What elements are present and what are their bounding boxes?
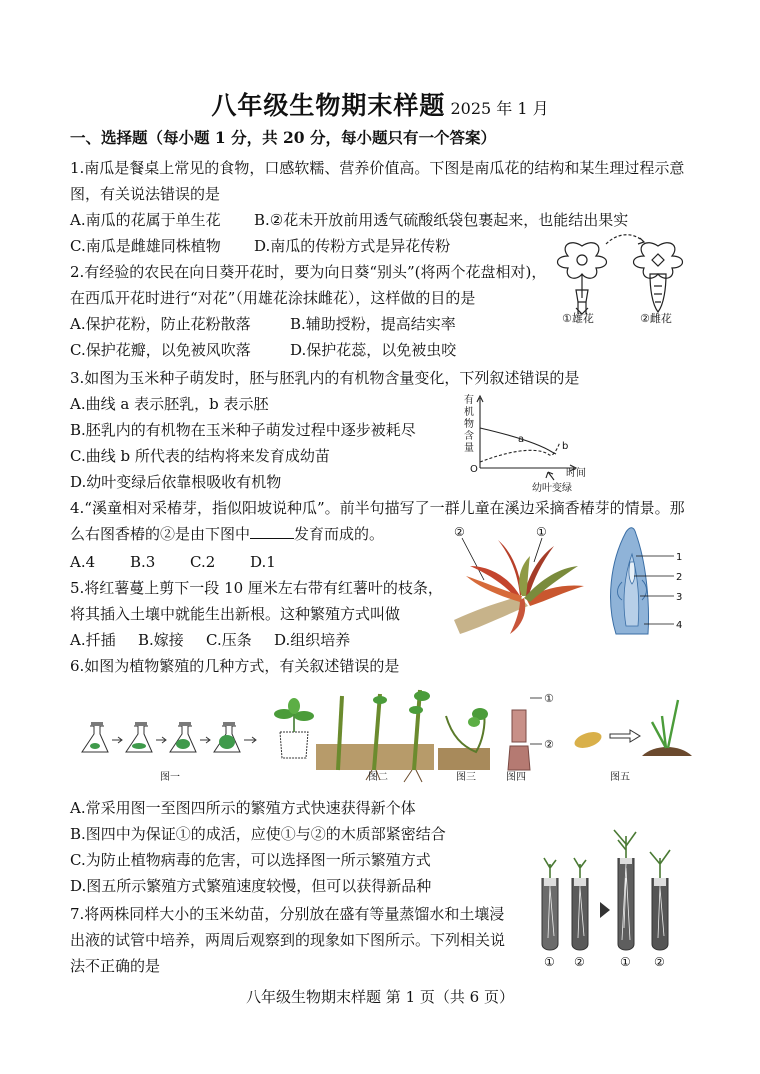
photo-label-2: ② (454, 525, 465, 539)
q3-option-c[interactable]: C.曲线 b 所代表的结构将来发育成幼苗 (70, 447, 330, 465)
q3-stem: 3.如图为玉米种子萌发时，胚与胚乳内的有机物含量变化，下列叙述错误的是 (70, 369, 580, 387)
exam-title: 八年级生物期末样题 (211, 91, 446, 120)
bud-label: 4 (676, 620, 683, 631)
bud-label: 1 (676, 552, 683, 563)
chart-ylabel-char: 机 (464, 407, 474, 418)
fig-label: 图一 (160, 772, 180, 783)
q2-stem-line2: 在西瓜开花时进行“对花”（用雄花涂抹雌花），这样做的目的是 (70, 289, 476, 307)
q4-stem-line2 (70, 524, 384, 544)
q2-stem-line1: 2.有经验的农民在向日葵开花时，要为向日葵“别头”(将两个花盘相对)， (70, 263, 547, 281)
q6-option-c[interactable]: C.为防止植物病毒的危害，可以选择图一所示繁殖方式 (70, 851, 431, 869)
tube-label: ② (654, 955, 665, 968)
page-title (0, 86, 760, 122)
q4-stem-post: 发育而成的。 (294, 525, 385, 543)
bud-section-diagram (596, 522, 692, 640)
q1-option-d[interactable]: D.南瓜的传粉方式是异花传粉 (254, 237, 451, 255)
page-footer: 八年级生物期末样题 第 1 页（共 6 页） (246, 988, 514, 1006)
exam-date: 2025 年 1 月 (450, 99, 549, 118)
q1-option-b[interactable]: B.②花未开放前用透气硫酸纸袋包裹起来，也能结出果实 (254, 211, 629, 229)
q4-option-b[interactable]: B.3 (130, 553, 156, 571)
q1-stem-line2: 图，有关说法错误的是 (70, 185, 221, 203)
female-flower-label: ②雌花 (640, 312, 672, 325)
curve-a-label: a (518, 434, 525, 445)
chart-xlabel: 时间 (566, 468, 586, 479)
tube-label: ① (620, 955, 631, 968)
chart-ylabel-char: 物 (464, 419, 474, 430)
q5-option-c[interactable]: C.压条 (206, 631, 252, 649)
organic-matter-chart (456, 392, 596, 496)
q4-stem-pre: 么右图香椿的②是由下图中 (70, 525, 251, 543)
q4-answer-blank[interactable] (250, 524, 294, 539)
q4-option-c[interactable]: C.2 (190, 553, 216, 571)
curve-b-label: b (562, 441, 569, 452)
q1-option-a[interactable]: A.南瓜的花属于单生花 (70, 211, 221, 229)
q5-option-b[interactable]: B.嫁接 (138, 631, 184, 649)
pumpkin-flower-figure (548, 232, 698, 326)
graft-label-2: ② (544, 738, 554, 751)
q6-stem: 6.如图为植物繁殖的几种方式，有关叙述错误的是 (70, 657, 400, 675)
toon-bud-photo (450, 522, 590, 642)
q7-stem-line1: 7.将两株同样大小的玉米幼苗，分别放在盛有等量蒸馏水和土壤浸 (70, 905, 505, 923)
q3-option-b[interactable]: B.胚乳内的有机物在玉米种子萌发过程中逐步被耗尽 (70, 421, 416, 439)
q5-option-a[interactable]: A.扦插 (70, 631, 116, 649)
q6-option-b[interactable]: B.图四中为保证①的成活，应使①与②的木质部紧密结合 (70, 825, 446, 843)
chart-annotation: 幼叶变绿 (532, 483, 572, 494)
chart-ylabel-char: 含 (464, 431, 474, 442)
fig-label: 图四 (506, 772, 526, 783)
bud-label: 2 (676, 572, 683, 583)
fig-label: 图三 (456, 772, 476, 783)
q7-stem-line3: 法不正确的是 (70, 957, 161, 975)
chart-origin: O (470, 464, 478, 475)
q2-option-c[interactable]: C.保护花瓣，以免被风吹落 (70, 341, 251, 359)
propagation-methods-figure (80, 686, 700, 784)
bud-label: 3 (676, 592, 683, 603)
section-heading: 一、选择题（每小题 1 分，共 20 分，每小题只有一个答案） (70, 128, 496, 147)
q7-stem-line2: 出液的试管中培养，两周后观察到的现象如下图所示。下列相关说 (70, 931, 506, 949)
q5-stem-line1: 5.将红薯蔓上剪下一段 10 厘米左右带有红薯叶的枝条， (70, 579, 443, 597)
test-tube-figure (536, 828, 686, 968)
q5-stem-line2: 将其插入土壤中就能生出新根。这种繁殖方式叫做 (70, 605, 401, 623)
tube-label: ② (574, 955, 585, 968)
q6-option-d[interactable]: D.图五所示繁殖方式繁殖速度较慢，但可以获得新品种 (70, 877, 432, 895)
chart-ylabel-char: 量 (464, 443, 474, 454)
q3-option-d[interactable]: D.幼叶变绿后依靠根吸收有机物 (70, 473, 282, 491)
q4-stem-line1: 4.“溪童相对采椿芽，指似阳坡说种瓜”。前半句描写了一群儿童在溪边采摘香椿芽的情景。那 (70, 499, 685, 517)
tube-label: ① (544, 955, 555, 968)
q4-option-a[interactable]: A.4 (70, 553, 96, 571)
curve-b (480, 442, 560, 462)
q4-option-d[interactable]: D.1 (250, 553, 276, 571)
q6-option-a[interactable]: A.常采用图一至图四所示的繁殖方式快速获得新个体 (70, 799, 416, 817)
q2-option-a[interactable]: A.保护花粉，防止花粉散落 (70, 315, 251, 333)
q3-option-a[interactable]: A.曲线 a 表示胚乳，b 表示胚 (70, 395, 269, 413)
fig-label: 图五 (610, 772, 630, 783)
q2-option-d[interactable]: D.保护花蕊，以免被虫咬 (290, 341, 457, 359)
chart-ylabel-char: 有 (464, 395, 474, 406)
male-flower-label: ①雄花 (562, 312, 594, 325)
q1-stem-line1: 1.南瓜是餐桌上常见的食物，口感软糯、营养价值高。下图是南瓜花的结构和某生理过程示意 (70, 159, 685, 177)
photo-label-1: ① (536, 525, 547, 539)
graft-label-1: ① (544, 692, 554, 705)
fig-label: 图二 (368, 772, 388, 783)
q1-option-c[interactable]: C.南瓜是雌雄同株植物 (70, 237, 221, 255)
q2-option-b[interactable]: B.辅助授粉，提高结实率 (290, 315, 456, 333)
q5-option-d[interactable]: D.组织培养 (274, 631, 351, 649)
